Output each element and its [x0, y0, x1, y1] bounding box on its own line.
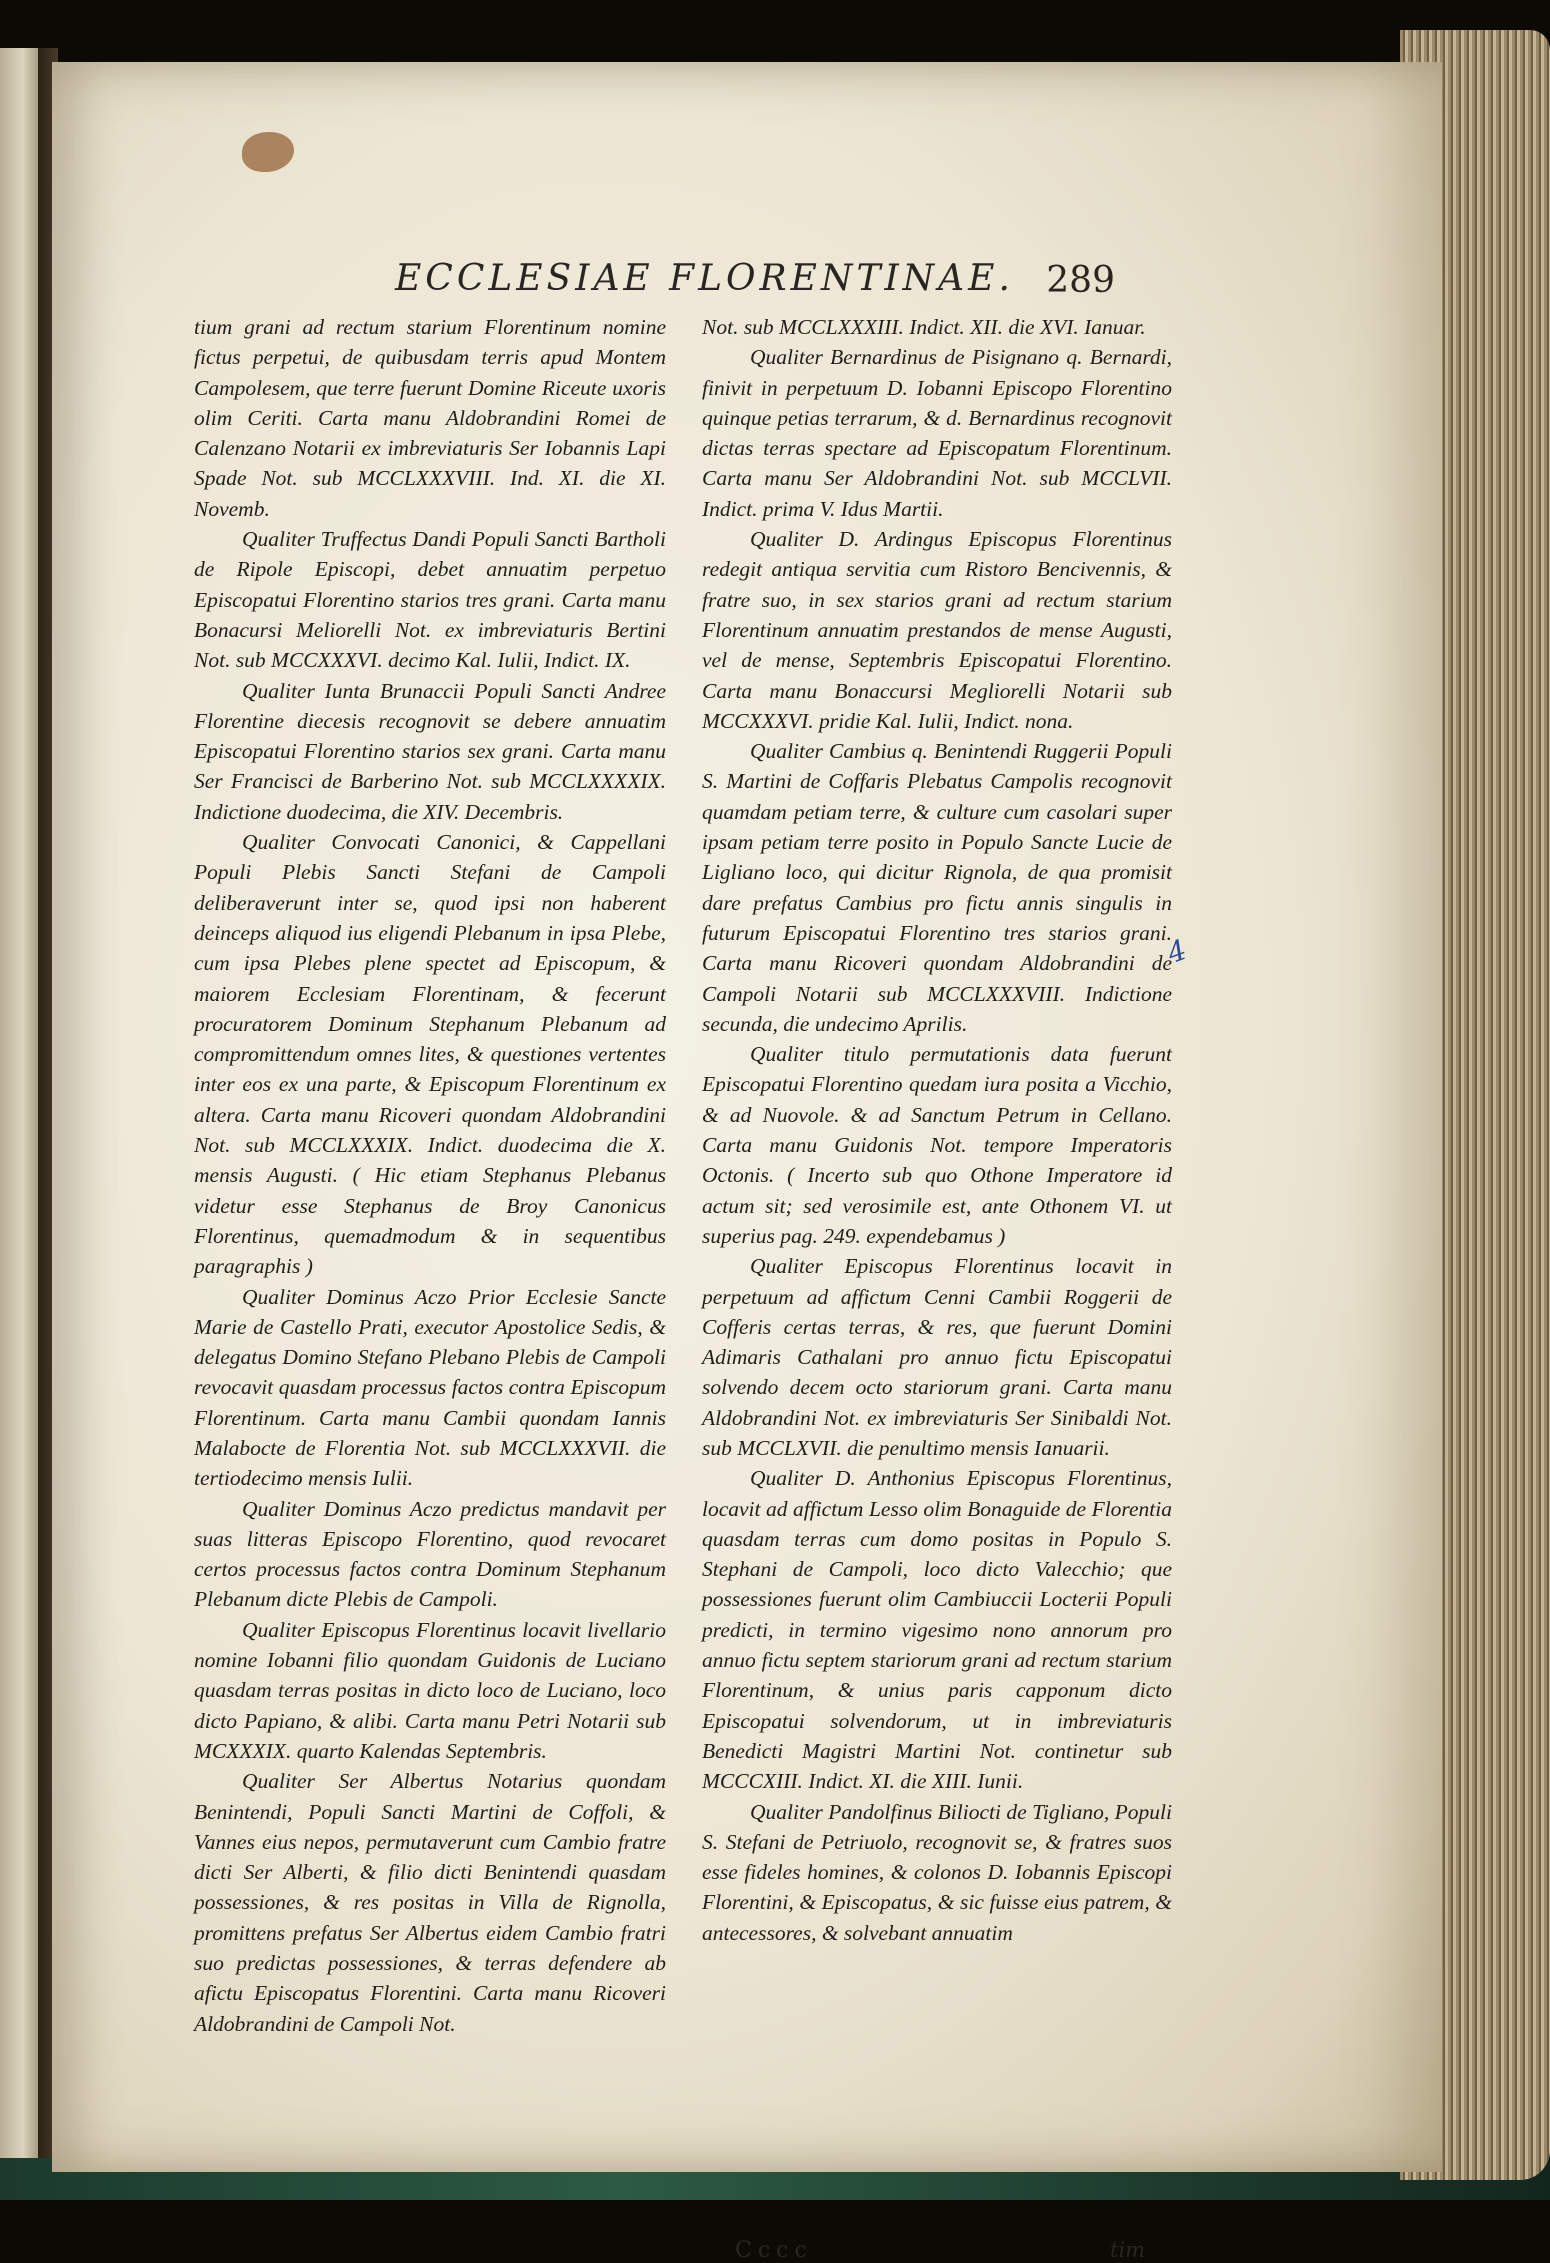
paragraph: Qualiter Cambius q. Benintendi Ruggerii Populi S. Martini de Coffaris Plebatus Campolis recognovit quamdam petiam terre, & culture cum casolari super ipsam petiam terre posito in Populo Sancte Lucie de Ligliano loco, qui dicitur Rignola, de qua promisit dare prefatus Cambius pro fictu annis singulis in futurum Episcopatui Florentino tres starios grani. Carta manu Ricoveri quondam Aldobrandini de Campoli Notarii sub MCCLXXXVIII. Indictione secunda, die undecimo Aprilis. [702, 739, 1172, 1036]
paragraph: Qualiter Episcopus Florentinus locavit in perpetuum ad affictum Cenni Cambii Roggerii de Cofferis certas terras, & res, que fuerunt Domini Adimaris Cathalani pro annuo fictu Episcopatui solvendo decem octo stariorum grani. Carta manu Aldobrandini Not. ex imbreviaturis Ser Sinibaldi Not. sub MCCLXVII. die penultimo mensis Ianuarii. [702, 1254, 1172, 1460]
left-page-edge [0, 48, 38, 2158]
paragraph: Not. sub MCCLXXXIII. Indict. XII. die XVI. Ianuar. [702, 315, 1146, 339]
paragraph: Qualiter D. Ardingus Episcopus Florentinus redegit antiqua servitia cum Ristoro Bencivennis, & fratre suo, in sex starios grani ad rectum starium Florentinum annuatim prestandos de mense Augusti, vel de mense, Septembris Episcopatui Florentino. Carta manu Bonaccursi Megliorelli Notarii sub MCCXXXVI. pridie Kal. Iulii, Indict. nona. [702, 527, 1172, 733]
page-header [395, 258, 1115, 308]
margin-annotation: 4 [1162, 932, 1191, 971]
running-title: ECCLESIAE FLORENTINAE. [395, 258, 1014, 299]
paragraph: tium grani ad rectum starium Florentinum nomine fictus perpetui, de quibusdam terris apud Montem Campolesem, que terre fuerunt Domine Riceute uxoris olim Ceriti. Carta manu Aldobrandini Romei de Calenzano Notarii ex imbreviaturis Ser Iobannis Lapi Spade Not. sub MCCLXXXVIII. Ind. XI. die XI. Novemb. [194, 315, 666, 521]
paragraph: Qualiter Bernardinus de Pisignano q. Bernardi, finivit in perpetuum D. Iobanni Episcopo Florentino quinque petias terrarum, & d. Bernardinus recognovit dictas terras spectare ad Episcopatum Florentinum. Carta manu Ser Aldobrandini Not. sub MCCLVII. Indict. prima V. Idus Martii. [702, 345, 1172, 521]
catchword: tim [1110, 2238, 1146, 2262]
paragraph: Qualiter D. Anthonius Episcopus Florentinus, locavit ad affictum Lesso olim Bonaguide de Florentia quasdam terras cum domo positas in Populo S. Stephani de Campoli, loco dicto Valecchio; que possessiones fuerunt olim Cambiuccii Locterii Populi predicti, in termino vigesimo nono annorum pro annuo fictu septem stariorum grani ad rectum starium Florentinum, & unius paris capponum dicto Episcopatui solvendorum, ut in imbreviaturis Benedicti Magistri Martini Not. continetur sub MCCCXIII. Indict. XI. die XIII. Iunii. [702, 1466, 1172, 1794]
paragraph: Qualiter Dominus Aczo Prior Ecclesie Sancte Marie de Castello Prati, executor Apostolice Sedis, & delegatus Domino Stefano Plebano Plebis de Campoli revocavit quasdam processus factos contra Episcopum Florentinum. Carta manu Cambii quondam Iannis Malabocte de Florentia Not. sub MCCLXXXVII. die tertiodecimo mensis Iulii. [194, 1284, 666, 1491]
paragraph: Qualiter Iunta Brunaccii Populi Sancti Andree Florentine diecesis recognovit se debere annuatim Episcopatui Florentino starios sex grani. Carta manu Ser Francisci de Barberino Not. sub MCCLXXXXIX. Indictione duodecima, die XIV. Decembris. [194, 678, 666, 824]
paragraph: Qualiter Convocati Canonici, & Cappellani Populi Plebis Sancti Stefani de Campoli deliberaverunt inter se, quod ipsi non haberent deinceps aliquod ius eligendi Plebanum in ipsa Plebe, cum ipsa Plebes plene spectet ad Episcopum, & maiorem Ecclesiam Florentinam, & fecerunt procuratorem Dominum Stephanum Plebanum ad compromittendum omnes lites, & questiones vertentes inter eos ex una parte, & Episcopum Florentinum ex altera. Carta manu Ricoveri quondam Aldobrandini Not. sub MCCLXXXIX. Indict. duodecima die X. mensis Augusti. ( Hic etiam Stephanus Plebanus videtur esse Stephanus de Broy Canonicus Florentinus, quemadmodum & in sequentibus paragraphis ) [194, 830, 666, 1279]
paragraph: Qualiter Pandolfinus Biliocti de Tigliano, Populi S. Stefani de Petriuolo, recognovit se, & fratres suos esse fideles homines, & colonos D. Iobannis Episcopi Florentini, & Episcopatus, & sic fuisse eius patrem, & antecessores, & solvebant annuatim [702, 1799, 1172, 1945]
left-column [194, 312, 666, 2039]
paragraph: Qualiter Dominus Aczo predictus mandavit per suas litteras Episcopo Florentino, quod revocaret certos processus factos contra Dominum Stephanum Plebanum dicte Plebis de Campoli. [194, 1496, 666, 1612]
paragraph: Qualiter Ser Albertus Notarius quondam Benintendi, Populi Sancti Martini de Coffoli, & Vannes eius nepos, permutaverunt cum Cambio fratre dicti Ser Alberti, & filio dicti Benintendi quasdam possessiones, & res positas in Villa de Rignolla, promittens prefatus Ser Albertus eidem Cambio fratri suo predictas possessiones, & terras defendere ab afictu Episcopatus Florentini. Carta manu Ricoveri Aldobrandini de Campoli Not. [194, 1769, 666, 2036]
page-number: 289 [1046, 260, 1115, 301]
paper-stain [242, 132, 294, 172]
paragraph: Qualiter titulo permutationis data fuerunt Episcopatui Florentino quedam iura posita a Vicchio, & ad Nuovole. & ad Sanctum Petrum in Cellano. Carta manu Guidonis Not. tempore Imperatoris Octonis. ( Incerto sub quo Othone Imperatore id actum sit; sed verosimile est, ante Othonem VI. ut superius pag. 249. expendebamus ) [702, 1042, 1172, 1248]
signature-mark: Cccc [735, 2238, 813, 2263]
right-column [702, 312, 1172, 1948]
paragraph: Qualiter Truffectus Dandi Populi Sancti Bartholi de Ripole Episcopi, debet annuatim perpetuo Episcopatui Florentino starios tres grani. Carta manu Bonacursi Meliorelli Not. ex imbreviaturis Bertini Not. sub MCCXXXVI. decimo Kal. Iulii, Indict. IX. [194, 527, 666, 673]
paragraph: Qualiter Episcopus Florentinus locavit livellario nomine Iobanni filio quondam Guidonis de Luciano quasdam terras positas in dicto loco de Luciano, loco dicto Papiano, & alibi. Carta manu Petri Notarii sub MCXXXIX. quarto Kalendas Septembris. [194, 1617, 666, 1763]
